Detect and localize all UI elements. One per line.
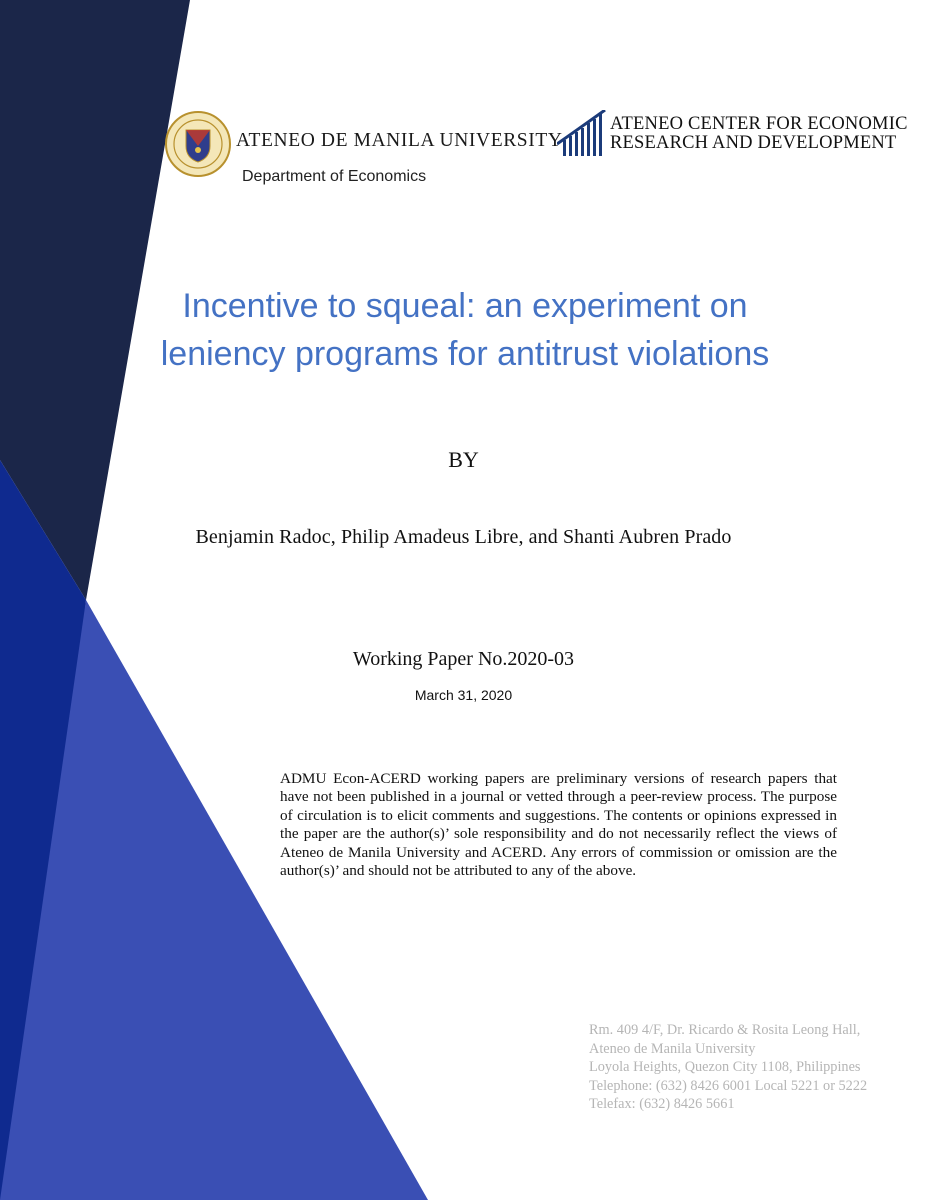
university-name: ATENEO DE MANILA UNIVERSITY (236, 130, 563, 151)
address-block (589, 1021, 867, 1114)
address-line: Loyola Heights, Quezon City 1108, Philippines (589, 1059, 861, 1076)
university-seal-icon (164, 110, 232, 178)
paper-title-line2: leniency programs for antitrust violations (160, 335, 770, 373)
research-center-name (610, 115, 908, 153)
disclaimer-paragraph: ADMU Econ-ACERD working papers are preliminary versions of research papers that have not been published in a journal or vetted through a peer-review process. The purpose of circulation is to elicit comments and suggestions. The contents or opinions expressed in the paper are the author(s)’ sole responsibility and do not necessarily reflect the views of Ateneo de Manila University and ACERD. Any errors of commission or omission are the author(s)’ and should not be attributed to any of the above. (280, 770, 837, 880)
center-name-line1: ATENEO CENTER FOR ECONOMIC (610, 114, 908, 134)
paper-date: March 31, 2020 (414, 687, 513, 703)
telefax-line: Telefax: (632) 8426 5661 (589, 1096, 735, 1113)
address-line: Rm. 409 4/F, Dr. Ricardo & Rosita Leong Hall, (589, 1022, 861, 1038)
telephone-line: Telephone: (632) 8426 6001 Local 5221 or 5222 (589, 1077, 868, 1094)
by-label: BY (448, 447, 479, 472)
paper-title-line1: Incentive to squeal: an experiment on (182, 287, 748, 325)
paper-title (120, 282, 810, 378)
department-name: Department of Economics (242, 168, 427, 185)
center-name-line2: RESEARCH AND DEVELOPMENT (610, 133, 897, 153)
author-list: Benjamin Radoc, Philip Amadeus Libre, and Shanti Aubren Prado (195, 526, 732, 548)
address-line: Ateneo de Manila University (589, 1040, 756, 1057)
working-paper-number: Working Paper No.2020-03 (352, 648, 575, 670)
bar-graph-logo-icon (557, 110, 607, 156)
